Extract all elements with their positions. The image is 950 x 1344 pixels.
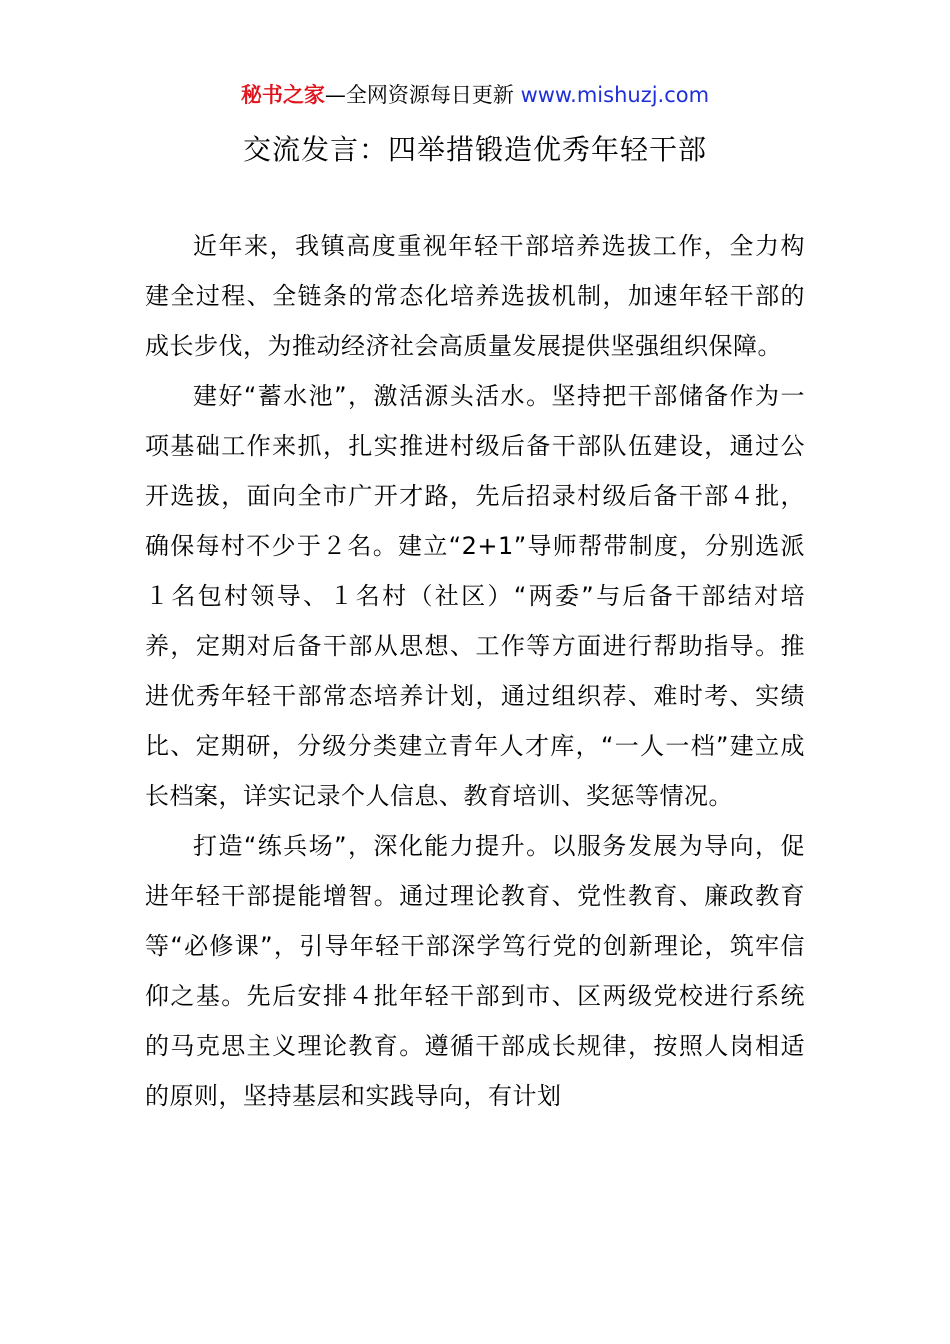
document-title: 交流发言：四举措锻造优秀年轻干部: [242, 133, 707, 166]
paragraph-reservoir: 建好“蓄水池”，激活源头活水。坚持把干部储备作为一项基础工作来抓，扎实推进村级后备干部队伍建设，通过公开选拔，面向全市广开才路，先后招录村级后备干部４批，确保每村不少于２名。建立“2+1”导师帮带制度，分别选派１名包村领导、１名村（社区）“两委”与后备干部结对培养，定期对后备干部从思想、工作等方面进行帮助指导。推进优秀年轻干部常态培养计划，通过组织荐、难时考、实绩比、定期研，分级分类建立青年人才库，“一人一档”建立成长档案，详实记录个人信息、教育培训、奖惩等情况。: [145, 382, 805, 810]
site-tagline: —全网资源每日更新: [324, 83, 521, 107]
document-body: [145, 221, 805, 1121]
paragraph-training-ground: 打造“练兵场”，深化能力提升。以服务发展为导向，促进年轻干部提能增智。通过理论教育、党性教育、廉政教育等“必修课”，引导年轻干部深学笃行党的创新理论，筑牢信仰之基。先后安排４批年轻干部到市、区两级党校进行系统的马克思主义理论教育。遵循干部成长规律，按照人岗相适的原则，坚持基层和实践导向，有计划: [145, 832, 805, 1110]
site-brand[interactable]: 秘书之家: [240, 83, 325, 107]
paragraph-intro: 近年来，我镇高度重视年轻干部培养选拔工作，全力构建全过程、全链条的常态化培养选拔机制，加速年轻干部的成长步伐，为推动经济社会高质量发展提供坚强组织保障。: [145, 232, 805, 360]
site-url-link[interactable]: www.mishuzj.com: [520, 83, 710, 107]
site-header: [0, 80, 950, 110]
